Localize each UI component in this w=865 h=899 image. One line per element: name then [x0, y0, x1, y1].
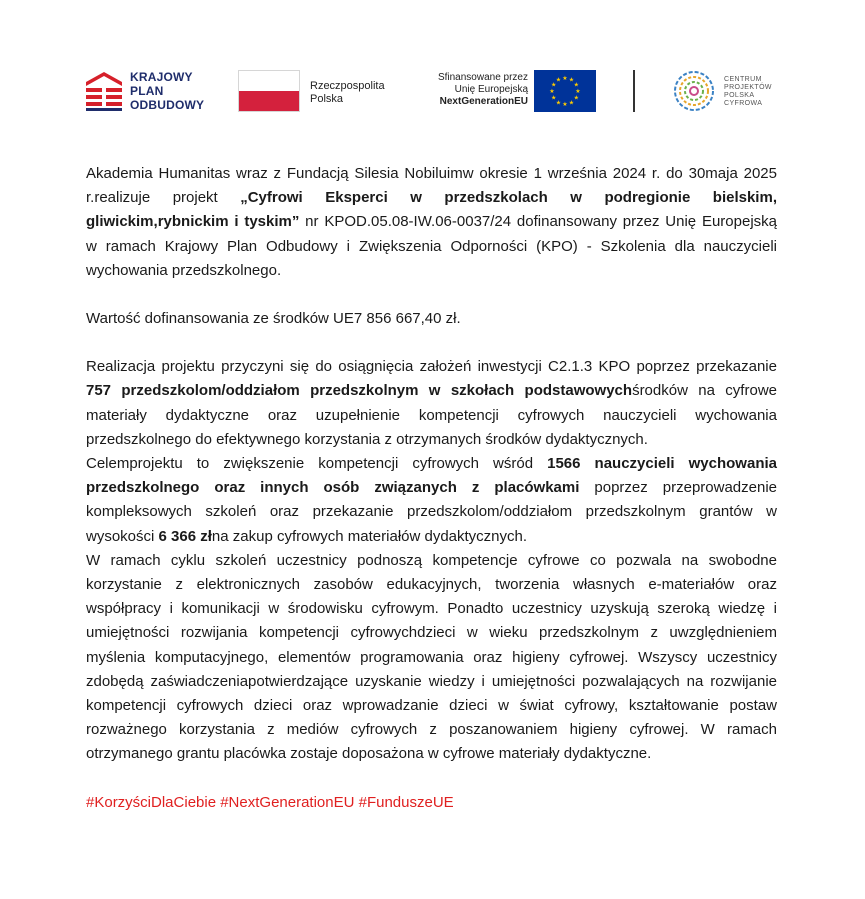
eu-star-icon: ★: [551, 95, 557, 102]
grant-amount: 6 366 zł: [158, 527, 212, 545]
eu-flag-icon: [534, 70, 596, 112]
hashtags: #KorzyściDlaCiebie #NextGenerationEU #FunduszeUE: [86, 793, 454, 811]
rp-line1: Rzeczpospolita: [310, 80, 385, 92]
eu-line3: NextGenerationEU: [439, 96, 528, 107]
rzeczpospolita-logo: [238, 70, 398, 112]
eu-star-icon: ★: [573, 95, 579, 102]
eu-star-icon: ★: [549, 89, 555, 95]
kindergarten-count: 757 przedszkolom/oddziałom przedszkolnym w szkołach podstawowych: [86, 382, 633, 400]
paragraph-training: W ramach cyklu szkoleń uczestnicy podnoszą kompetencje cyfrowe co pozwala na swobodne korzystanie z elektronicznych zasobów edukacyjnych, tworzenia własnych e-materiałów oraz współpracy i komunikacji w środowisku cyfrowym. Ponadto uczestnicy uzyskują szeroką wiedzę i umiejętności rozwijania kompetencji cyfrowychdzieci w wieku przedszkolnym z uwzględnieniem myślenia komputacyjnego, elementów programowania oraz higieny cyfrowej. Wszyscy uczestnicy zdobędą zaświadczeniapotwierdzające uzyskanie wiedzy i umiejętności pozwalających na rozwijanie kompetencji cyfrowych dzieci oraz wprowadzanie dzieci w świat cyfrowy, kształtowanie postaw rozważnego korzystania z mediów cyfrowych z poszanowaniem higieny cyfrowej. W ramach otrzymanego grantu placówka zostaje doposażona w cyfrowe materiały dydaktyczne.: [86, 551, 777, 763]
eu-star-icon: ★: [551, 82, 557, 89]
cppc-line3: POLSKA: [724, 92, 755, 99]
project-title: „Cyfrowi Eksperci w przedszkolach w podregionie bielskim, gliwickim,rybnickim i tyskim”: [86, 189, 777, 231]
cppc-line4: CYFROWA: [724, 100, 763, 107]
kpo-logo: [84, 70, 214, 112]
kpo-line2: PLAN: [130, 84, 164, 98]
eu-star-icon: ★: [575, 89, 581, 95]
eu-star-icon: ★: [562, 76, 568, 82]
eu-star-icon: ★: [555, 77, 562, 84]
eu-star-icon: ★: [568, 100, 575, 107]
polish-flag-icon: [238, 70, 300, 112]
kpo-logo-text: [130, 70, 204, 112]
eu-line1: Sfinansowane przez: [437, 72, 528, 83]
teacher-count: 1566 nauczycieli wychowania przedszkolnego oraz innych osób związanych z placówkami: [86, 455, 777, 497]
rp-line2: Polska: [310, 93, 344, 105]
logo-divider: [633, 70, 635, 112]
eu-line2: Unię Europejską: [454, 84, 528, 95]
eu-star-icon: ★: [573, 82, 579, 89]
eu-star-icon: ★: [555, 100, 562, 107]
eu-logo-text: [414, 72, 528, 108]
cppc-logo-text: [724, 76, 772, 108]
cppc-logo: [672, 70, 782, 112]
logo-bar: [84, 66, 784, 118]
paragraph-goal: Celemprojektu to zwiększenie kompetencji cyfrowych wśród 1566 nauczycieli wychowania przedszkolnego oraz innych osób związanych z placówkami poprzez przeprowadzenie kompleksowych szkoleń oraz przekazanie przedszkolom/oddziałom przedszkolnym grantów w wysokości 6 366 złna zakup cyfrowych materiałów dydaktycznych.: [86, 455, 777, 545]
eu-funding-logo: [414, 70, 596, 112]
paragraph-funding-value: Wartość dofinansowania ze środków UE7 856 667,40 zł.: [86, 310, 461, 328]
kpo-emblem-icon: [84, 70, 124, 112]
document-body: [86, 162, 777, 815]
cppc-line2: PROJEKTÓW: [724, 84, 772, 91]
eu-star-icon: ★: [562, 102, 568, 108]
kpo-line3: ODBUDOWY: [130, 98, 205, 112]
rp-logo-text: [310, 80, 385, 106]
cppc-maze-icon: [672, 70, 716, 112]
cppc-line1: CENTRUM: [724, 76, 762, 83]
eu-star-icon: ★: [568, 77, 575, 84]
paragraph-project-intro: Akademia Humanitas wraz z Fundacją Silesia Nobiluimw okresie 1 września 2024 r. do 30maja 2025 r.realizuje projekt „Cyfrowi Eksperci w przedszkolach w podregionie bielskim, gliwickim,rybnickim i tyskim” nr KPOD.05.08-IW.06-0037/24 dofinansowany przez Unię Europejską w ramach Krajowy Plan Odbudowy i Zwiększenia Odporności (KPO) - Szkolenia dla nauczycieli wychowania przedszkolnego.: [86, 165, 777, 279]
kpo-line1: KRAJOWY: [130, 70, 193, 84]
paragraph-investment: Realizacja projektu przyczyni się do osiągnięcia założeń inwestycji C2.1.3 KPO poprzez przekazanie 757 przedszkolom/oddziałom przedszkolnym w szkołach podstawowychśrodków na cyfrowe materiały dydaktyczne oraz uzupełnienie kompetencji cyfrowych nauczycieli wychowania przedszkolnego do efektywnego korzystania z otrzymanych środków dydaktycznych.: [86, 358, 777, 448]
